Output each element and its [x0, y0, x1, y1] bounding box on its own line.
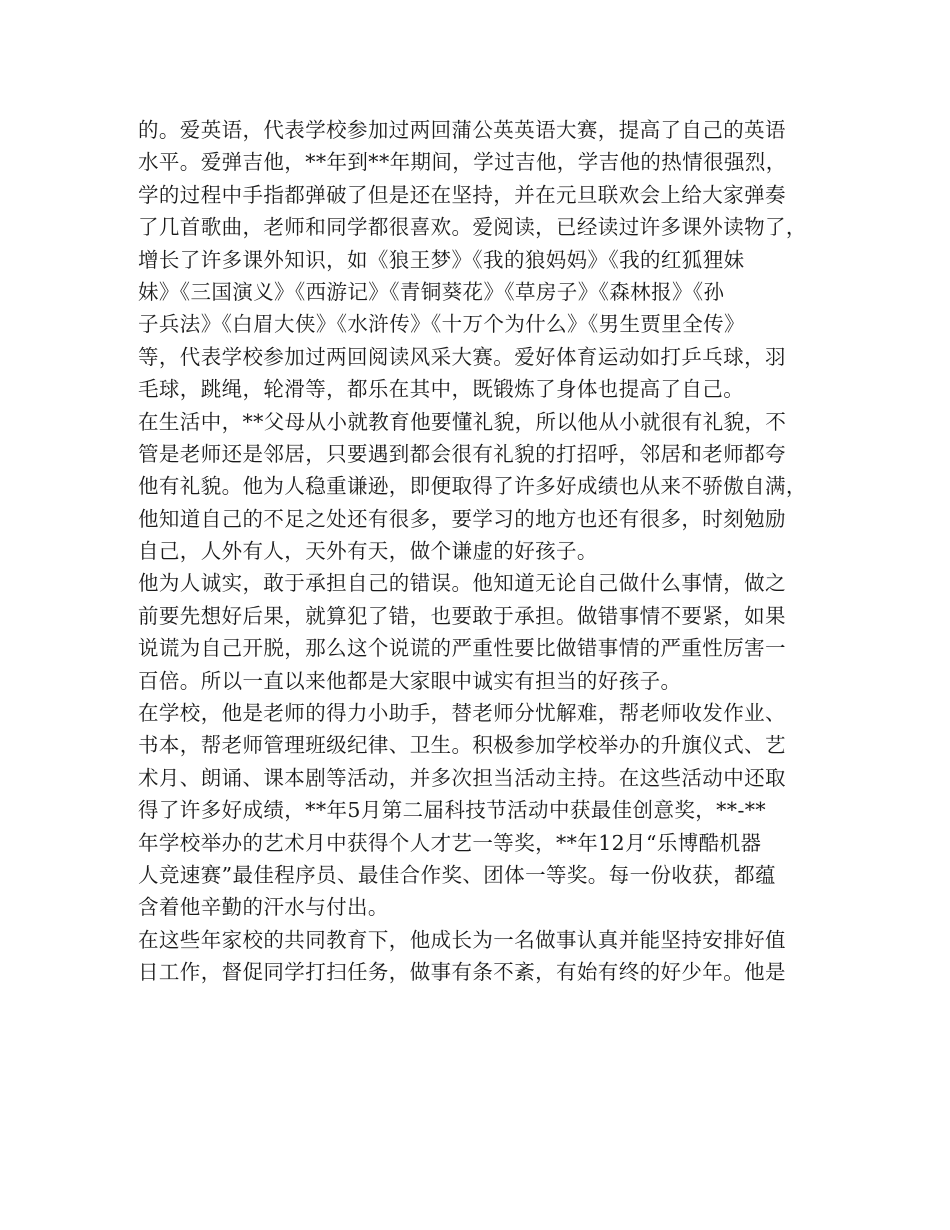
text-line: 术月、朗诵、课本剧等活动，并多次担当活动主持。在这些活动中还取: [138, 765, 786, 790]
text-line: 的。爱英语，代表学校参加过两回蒲公英英语大赛，提高了自己的英语: [138, 118, 786, 142]
text-line: 在学校，他是老师的得力小助手，替老师分忧解难，帮老师收发作业、: [138, 701, 786, 726]
text-line: 了几首歌曲，老师和同学都很喜欢。爱阅读，已经读过许多课外读物了，: [138, 215, 807, 240]
text-line: 妹》《三国演义》《西游记》《青铜葵花》《草房子》《森林报》《孙: [138, 279, 725, 304]
text-line: 年学校举办的艺术月中获得个人才艺一等奖，**年12月“乐博酷机器: [138, 830, 762, 855]
text-line: 人竞速赛”最佳程序员、最佳合作奖、团体一等奖。每一份收获，都蕴: [138, 862, 776, 887]
text-line: 他为人诚实，敢于承担自己的错误。他知道无论自己做什么事情，做之: [138, 571, 786, 596]
text-line: 等，代表学校参加过两回阅读风采大赛。爱好体育运动如打乒乓球，羽: [138, 344, 786, 369]
text-line: 在生活中，**父母从小就教育他要懂礼貌，所以他从小就很有礼貌，不: [138, 409, 787, 434]
text-line: 前要先想好后果，就算犯了错，也要敢于承担。做错事情不要紧，如果: [138, 603, 786, 628]
text-line: 他知道自己的不足之处还有很多，要学习的地方也还有很多，时刻勉励: [138, 506, 786, 531]
text-line: 含着他辛勤的汗水与付出。: [138, 895, 389, 920]
text-line: 在这些年家校的共同教育下，他成长为一名做事认真并能坚持安排好值: [138, 927, 786, 952]
text-line: 水平。爱弹吉他，**年到**年期间，学过吉他，学吉他的热情很强烈，: [138, 150, 787, 175]
text-line: 毛球，跳绳，轮滑等，都乐在其中，既锻炼了身体也提高了自己。: [138, 377, 745, 402]
text-line: 管是老师还是邻居，只要遇到都会很有礼貌的打招呼，邻居和老师都夸: [138, 441, 786, 466]
text-line: 百倍。所以一直以来他都是大家眼中诚实有担当的好孩子。: [138, 668, 682, 693]
document-body-text: [138, 114, 818, 989]
text-line: 得了许多好成绩，**年5月第二届科技节活动中获最佳创意奖，**-**: [138, 798, 767, 823]
text-line: 他有礼貌。他为人稳重谦逊，即便取得了许多好成绩也从来不骄傲自满，: [138, 474, 807, 499]
text-line: 自己，人外有人，天外有天，做个谦虚的好孩子。: [138, 539, 598, 564]
text-line: 学的过程中手指都弹破了但是还在坚持，并在元旦联欢会上给大家弹奏: [138, 182, 786, 207]
text-line: 书本，帮老师管理班级纪律、卫生。积极参加学校举办的升旗仪式、艺: [138, 733, 786, 758]
text-line: 日工作，督促同学打扫任务，做事有条不紊，有始有终的好少年。他是: [138, 960, 786, 985]
text-line: 说谎为自己开脱，那么这个说谎的严重性要比做错事情的严重性厉害一: [138, 636, 786, 661]
text-line: 增长了许多课外知识，如《狼王梦》《我的狼妈妈》《我的红狐狸妹: [138, 247, 745, 272]
text-line: 子兵法》《白眉大侠》《水浒传》《十万个为什么》《男生贾里全传》: [138, 312, 745, 337]
